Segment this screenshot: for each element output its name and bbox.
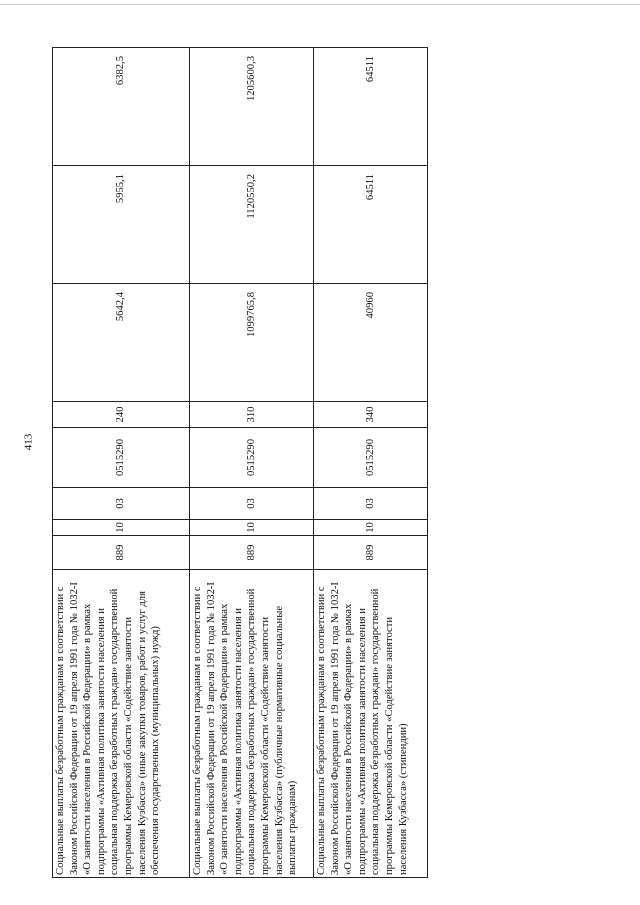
row-amount-1: 1099765,8 [190, 284, 314, 402]
row-expense-type: 310 [190, 402, 314, 428]
row-amount-2: 1120550,2 [190, 166, 314, 284]
row-amount-3: 6382,5 [53, 48, 190, 166]
row-subsection: 03 [190, 488, 314, 520]
row-section: 10 [53, 520, 190, 536]
row-subsection: 03 [314, 488, 428, 520]
row-code: 889 [53, 536, 190, 570]
rotated-table-container [52, 48, 427, 878]
row-amount-2: 5955,1 [53, 166, 190, 284]
row-expense-type: 340 [314, 402, 428, 428]
row-amount-1: 40960 [314, 284, 428, 402]
row-description: Социальные выплаты безработным гражданам в соответствии с Законом Российской Федерации от 19 апреля 1991 года № 1032-I «О занятости населения в Российской Федерации» в рамках подпрограммы «Активная политика занятости населения и социальная поддержка безработных граждан» государственной программы Кемеровской области «Содействие занятости населения Кузбасса» (иные закупки товаров, работ и услуг для обеспечения государственных (муниципальных) нужд) [53, 570, 190, 878]
table-row [53, 48, 190, 878]
table-row [190, 48, 314, 878]
row-target: 0515290 [53, 428, 190, 488]
row-section: 10 [190, 520, 314, 536]
row-amount-3: 1205600,3 [190, 48, 314, 166]
table-row [314, 48, 428, 878]
row-amount-1: 5642,4 [53, 284, 190, 402]
row-section: 10 [314, 520, 428, 536]
page-number: 413 [22, 433, 35, 451]
row-description: Социальные выплаты безработным гражданам в соответствии с Законом Российской Федерации от 19 апреля 1991 года № 1032-I «О занятости населения в Российской Федерации» в рамках подпрограммы «Активная политика занятости населения и социальная поддержка безработных граждан» государственной программы Кемеровской области «Содействие занятости населения Кузбасса» (публичные нормативные социальные выплаты гражданам) [190, 570, 314, 878]
row-code: 889 [190, 536, 314, 570]
row-code: 889 [314, 536, 428, 570]
row-expense-type: 240 [53, 402, 190, 428]
budget-table [52, 47, 428, 878]
row-target: 0515290 [190, 428, 314, 488]
row-target: 0515290 [314, 428, 428, 488]
row-subsection: 03 [53, 488, 190, 520]
row-amount-2: 64511 [314, 166, 428, 284]
row-description: Социальные выплаты безработным гражданам в соответствии с Законом Российской Федерации от 19 апреля 1991 года № 1032-I «О занятости населения в Российской Федерации» в рамках подпрограммы «Активная политика занятости населения и социальная поддержка безработных граждан» государственной программы Кемеровской области «Содействие занятости населения Кузбасса» (стипендии) [314, 570, 428, 878]
row-amount-3: 64511 [314, 48, 428, 166]
top-rule [0, 4, 640, 5]
